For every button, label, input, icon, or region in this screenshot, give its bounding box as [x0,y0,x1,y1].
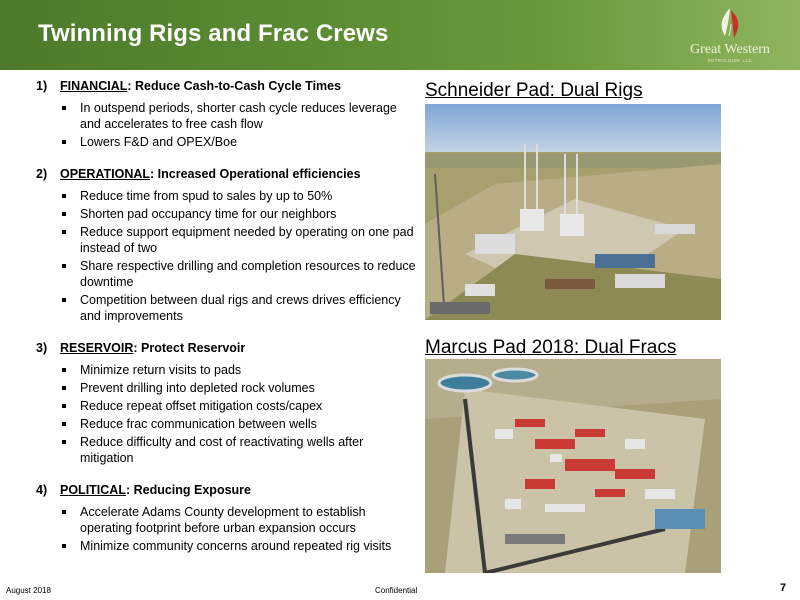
section-number: 3) [36,341,48,355]
section-key: RESERVOIR [60,341,134,355]
section-number: 2) [36,167,48,181]
bullet: Reduce time from spud to sales by up to 50% [60,188,416,204]
bullet: Reduce frac communication between wells [60,416,416,432]
company-logo [670,6,790,66]
marcus-pad-photo [425,359,721,573]
bullet: Lowers F&D and OPEX/Boe [60,134,416,150]
bullet: Share respective drilling and completion resources to reduce downtime [60,258,416,290]
section-financial [36,78,416,150]
section-number: 1) [36,79,48,93]
logo-name: Great Western [690,42,770,57]
footer-confidential: Confidential [375,586,418,595]
section-heading: : Protect Reservoir [133,341,246,355]
bullet: Minimize community concerns around repeated rig visits [60,538,416,554]
bullet: Reduce difficulty and cost of reactivating wells after mitigation [60,434,416,466]
bullet: Accelerate Adams County development to establish operating footprint before urban expansion occurs [60,504,416,536]
section-heading: : Reduce Cash-to-Cash Cycle Times [127,79,342,93]
bullet: Competition between dual rigs and crews drives efficiency and improvements [60,292,416,324]
bullet: In outspend periods, shorter cash cycle reduces leverage and accelerates to free cash flow [60,100,416,132]
schneider-pad-photo [425,104,721,320]
slide-title: Twinning Rigs and Frac Crews [38,20,389,47]
bullet: Minimize return visits to pads [60,362,416,378]
section-political [36,482,416,554]
footer-date: August 2018 [6,586,51,595]
section-key: OPERATIONAL [60,167,151,181]
section-key: POLITICAL [60,483,126,497]
bullet: Shorten pad occupancy time for our neighbors [60,206,416,222]
photo-title-marcus: Marcus Pad 2018: Dual Fracs [425,337,677,358]
section-heading: : Reducing Exposure [125,483,251,497]
section-number: 4) [36,483,48,497]
photo-title-schneider: Schneider Pad: Dual Rigs [425,80,643,101]
section-reservoir [36,340,416,466]
page-number: 7 [780,582,787,594]
objectives-list [36,78,416,570]
leaf-drop-icon [715,6,745,42]
logo-subtitle: PETROLEUM, LLC [707,58,753,63]
section-operational [36,166,416,324]
bullet: Reduce repeat offset mitigation costs/capex [60,398,416,414]
bullet: Reduce support equipment needed by operating on one pad instead of two [60,224,416,256]
title-bar [0,0,800,70]
section-heading: : Increased Operational efficiencies [150,167,361,181]
section-key: FINANCIAL [60,79,128,93]
bullet: Prevent drilling into depleted rock volumes [60,380,416,396]
